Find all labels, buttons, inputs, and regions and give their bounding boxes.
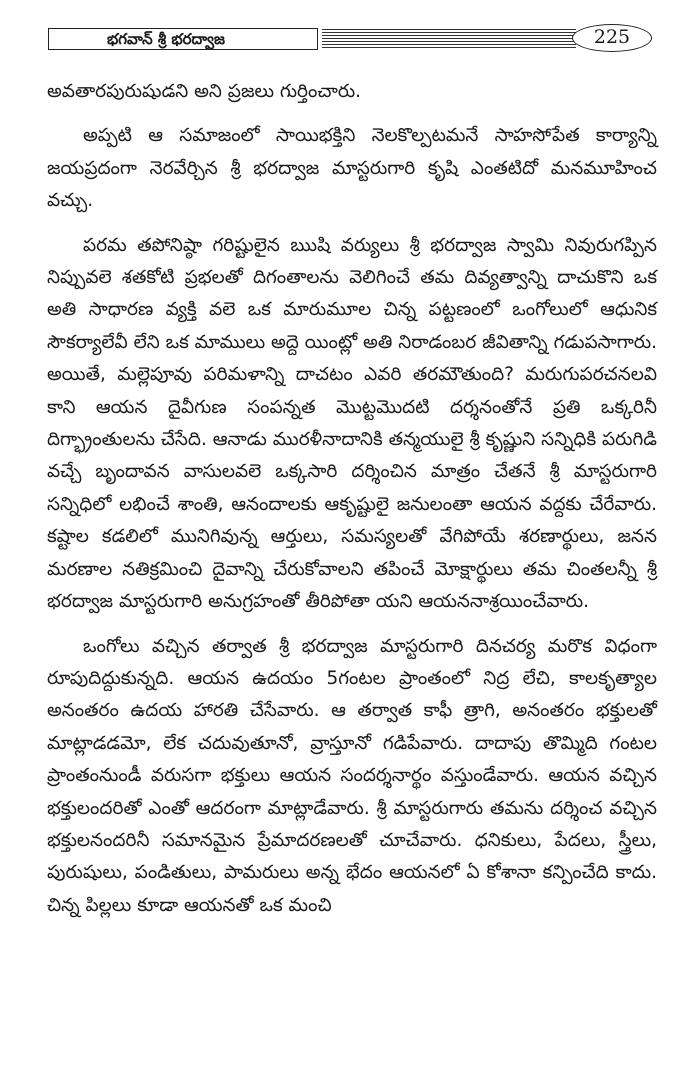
paragraph-1: అవతారపురుషుడని అని ప్రజలు గుర్తించారు. xyxy=(47,81,362,102)
paragraph-4: ఒంగోలు వచ్చిన తర్వాత శ్రీ భరద్వాజ మాస్టరుగారి దినచర్య మరొక విధంగా రూపుదిద్దుకున్నది. ఆయన ఉదయం 5గంటల ప్రాంతంలో నిద్ర లేచి, కాలకృత్యాల అనంతరం ఉదయ హారతి చేసేవారు. ఆ తర్వాత కాఫీ త్రాగి, అనంతరం భక్తులతో మాట్లాడడమో, లేక చదువుతూనో, వ్రాస్తూనో గడిపేవారు. దాదాపు తొమ్మిది గంటల ప్రాంతంనుండీ వరుసగా భక్తులు ఆయన సందర్శనార్థం వస్తుండేవారు. ఆయన వచ్చిన భక్తులందరితో ఎంతో ఆదరంగా మాట్లాడేవారు. శ్రీ మాస్టరుగారు తమను దర్శించ వచ్చిన భక్తులనందరినీ సమానమైన ప్రేమాదరణలతో చూచేవారు. ధనికులు, పేదలు, స్త్రీలు, పురుషులు, పండితులు, పామరులు అన్న భేదం ఆయనలో ఏ కోశానా కన్పించేది కాదు. చిన్న పిల్లలు కూడా ఆయనతో ఒక మంచి xyxy=(47,635,657,916)
header-rule-lines xyxy=(322,29,576,49)
page-header xyxy=(48,26,631,52)
paragraph-3: పరమ తపోనిష్ఠా గరిష్టులైన ఋషి వర్యులు శ్రీ భరద్వాజ స్వామి నివురుగప్పిన నిప్పువలె శతకోటి ప్రభలతో దిగంతాలను వెలిగించే తమ దివ్యత్వాన్ని దాచుకొని ఒక అతి సాధారణ వ్యక్తి వలె ఒక మారుమూల చిన్న పట్టణంలో ఒంగోలులో ఆధునిక సౌకర్యాలేవీ లేని ఒక మాములు అద్దె యింట్లో అతి నిరాడంబర జీవితాన్ని గడుపసాగారు. అయితే, మల్లెపూవు పరిమళాన్ని దాచటం ఎవరి తరమౌతుంది? మరుగుపరచనలవి కాని ఆయన దైవీగుణ సంపన్నత మొట్టమొదటి దర్శనంతోనే ప్రతి ఒక్కరినీ దిగ్భ్రాంతులను చేసేది. ఆనాడు మురళీనాదానికి తన్మయులై శ్రీ కృష్ణుని సన్నిధికి పరుగిడి వచ్చే బృందావన వాసులవలె ఒక్కసారి దర్శించిన మాత్రం చేతనే శ్రీ మాస్టరుగారి సన్నిధిలో లభించే శాంతి, ఆనందాలకు ఆకృష్టులై జనులంతా ఆయన వద్దకు చేరేవారు. కష్టాల కడలిలో మునిగివున్న ఆర్తులు, సమస్యలతో వేగిపోయే శరణార్థులు, జనన మరణాల నతిక్రమించి దైవాన్ని చేరుకోవాలని తపించే మోక్షార్థులు తమ చింతలన్నీ శ్రీ భరద్వాజ మాస్టరుగారి అనుగ్రహంతో తీరిపోతా యని ఆయననాశ్రయించేవారు. xyxy=(47,234,657,613)
page-body xyxy=(47,76,657,934)
running-title: భగవాన్ శ్రీ భరద్వాజ xyxy=(48,28,318,50)
paragraph-2: అప్పటి ఆ సమాజంలో సాయిభక్తిని నెలకొల్పటమనే సాహసోపేత కార్యాన్ని జయప్రదంగా నెరవేర్చిన శ్రీ భరద్వాజ మాస్టరుగారి కృషి ఎంతటిదో మనమూహించ వచ్చు. xyxy=(47,125,657,212)
page-number: 225 xyxy=(572,24,652,52)
